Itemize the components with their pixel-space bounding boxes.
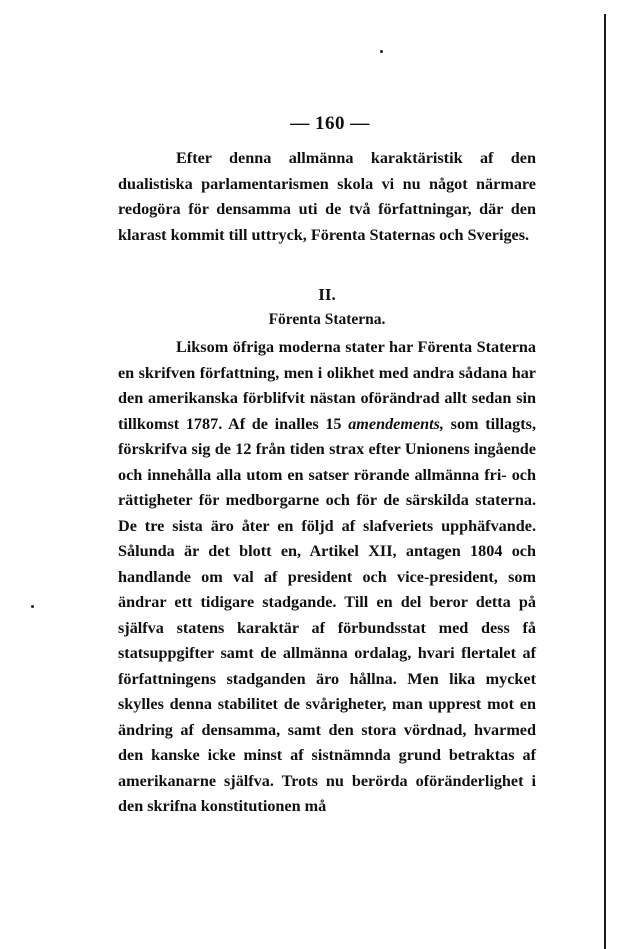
scan-page-edge	[604, 14, 606, 949]
main-text-block	[118, 335, 536, 820]
section-number: II.	[318, 285, 336, 304]
intro-text-block	[118, 146, 536, 248]
scan-speck	[31, 605, 34, 608]
main-paragraph	[118, 335, 536, 820]
main-paragraph-text-after: som tillagts, förskrifva sig de 12 från tiden strax efter Unionens ingående och innehålla alla utom en satser rörande allmänna fri- och rättigheter för medborgarne och för de särskilda staterna. De tre sista äro åter en följd af slafveriets upphäfvande. Sålunda är det blott en, Artikel XII, antagen 1804 och handlande om val af president och vice-president, som ändrar ett tidigare stadgande. Till en del beror detta på själfva statens karaktär af förbundsstat med dess få statsuppgifter samt de allmänna ordalag, hvari flertalet af författningens stadganden äro hållna. Men lika mycket skylles denna stabilitet de svårigheter, man upprest mot en ändring af densamma, samt den stora vördnad, hvarmed den kanske icke minst af sistnämnda grund betraktas af amerikanarne själfva. Trots nu berörda oföränderlighet i den skrifna konstitutionen må	[118, 414, 536, 815]
section-title: Förenta Staterna.	[268, 311, 386, 328]
intro-paragraph: Efter denna allmänna karaktäristik af den dualistiska parlamentarismen skola vi nu något närmare redogöra för densamma uti de två författningar, där den klarast kommit till uttryck, Förenta Staternas och Sveriges.	[118, 149, 536, 244]
page-number: — 160 —	[290, 113, 370, 134]
scan-speck	[380, 50, 383, 53]
main-paragraph-text-before: Liksom öfriga moderna stater har Förenta Staterna en skrifven författning, men i olikhet med andra sådana har den amerikanska förblifvit nästan oförändrad allt sedan sin tillkomst 1787. Af de inalles 15	[118, 338, 536, 433]
main-paragraph-italic-term: amendements,	[348, 414, 444, 433]
